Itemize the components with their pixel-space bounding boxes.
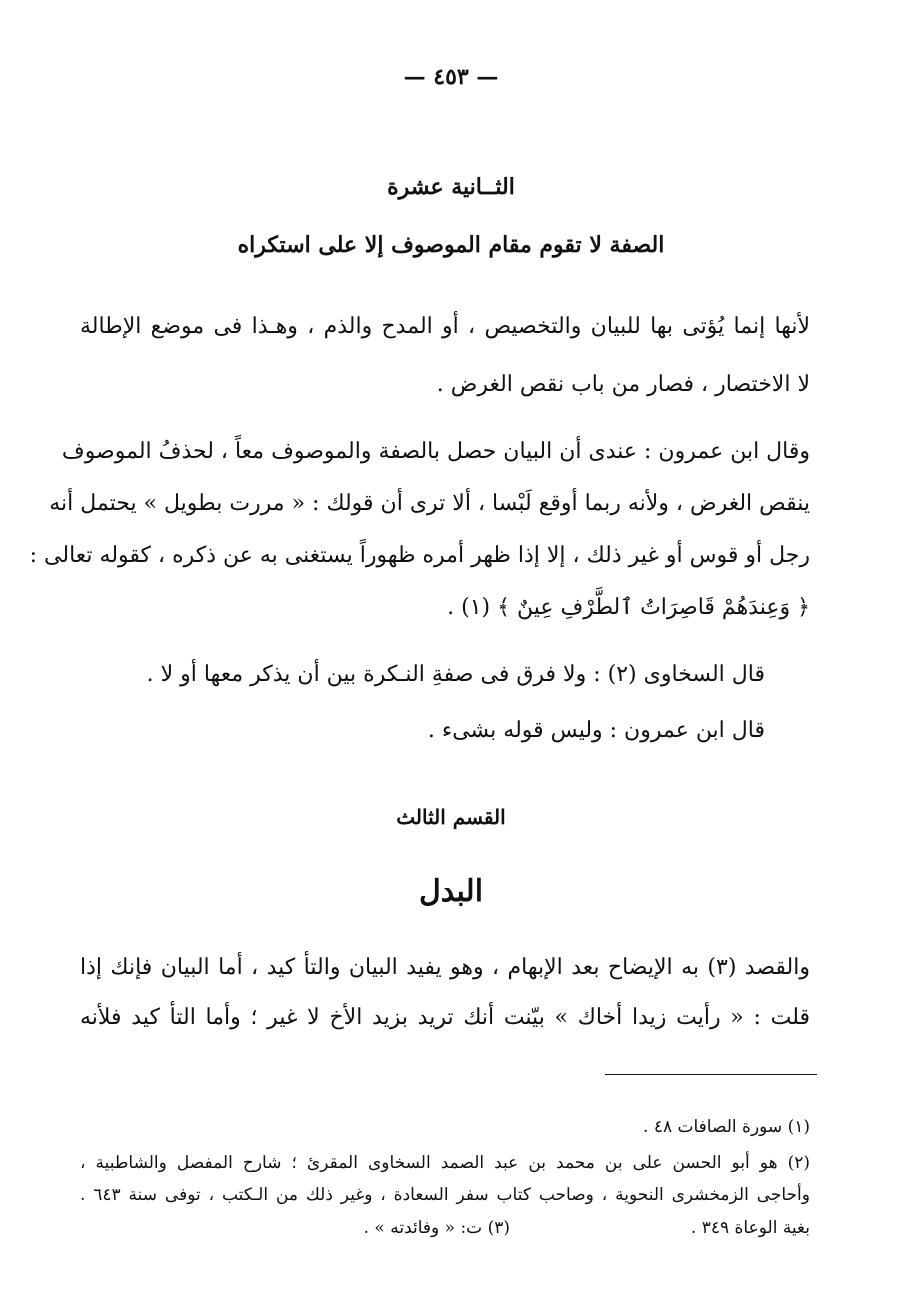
footnote-3: (٣) ت: « وفائدته » .	[363, 1218, 510, 1238]
paragraph-1-line-1: لأنها إنما يُؤتى بها للبيان والتخصيص ، أو المدح والذم ، وهـذا فى موضع الإطالة	[80, 314, 810, 339]
ibn-amrun-quote: قال ابن عمرون : وليس قوله بشىء .	[427, 718, 765, 743]
part-subtitle: البدل	[418, 874, 484, 909]
section-title: الثــانية عشرة	[387, 174, 515, 200]
paragraph-3-line-1: والقصد (٣) به الإيضاح بعد الإبهام ، وهو يفيد البيان والتأ كيد ، أما البيان فإنك إذا	[80, 955, 810, 980]
footnote-last-line	[80, 1216, 810, 1240]
section-subtitle: الصفة لا تقوم مقام الموصوف إلا على استكراه	[237, 232, 665, 258]
page-number: — ٤٥٣ —	[403, 64, 499, 90]
sakhawi-quote: قال السخاوى (٢) : ولا فرق فى صفةِ النـكرة بين أن يذكر معها أو لا .	[146, 662, 765, 687]
footnote-separator	[605, 1074, 817, 1075]
paragraph-2-line-1: وقال ابن عمرون : عندى أن البيان حصل بالصفة والموصوف معاً ، لحذفُ الموصوف	[61, 439, 810, 464]
footnote-1: (١) سورة الصافات ٤٨ .	[643, 1117, 810, 1137]
footnote-2-line-2: وأحاجى الزمخشرى النحوية ، وصاحب كتاب سفر السعادة ، وغير ذلك من الـكتب ، توفى سنة ٦٤٣ .	[80, 1185, 810, 1205]
footnote-2-line-3: بغية الوعاة ٣٤٩ .	[690, 1218, 810, 1238]
paragraph-2-line-3: رجل أو قوس أو غير ذلك ، إلا إذا ظهر أمره ظهوراً يستغنى به عن ذكره ، كقوله تعالى :	[29, 543, 810, 568]
paragraph-3-line-2: قلت : « رأيت زيدا أخاك » بيّنت أنك تريد بزيد الأخ لا غير ؛ وأما التأ كيد فلأنه	[80, 1005, 810, 1030]
part-title: القسم الثالث	[396, 805, 506, 829]
paragraph-2-line-2: ينقص الغرض ، ولأنه ربما أوقع لَبْسا ، ألا ترى أن قولك : « مررت بطويل » يحتمل أنه	[49, 491, 810, 516]
footnote-2-line-1: (٢) هو أبو الحسن على بن محمد بن عبد الصمد السخاوى المقرئ ؛ شارح المفصل والشاطبية ،	[80, 1153, 810, 1173]
paragraph-1-line-2: لا الاختصار ، فصار من باب نقص الغرض .	[436, 372, 810, 397]
quran-verse: ﴿ وَعِندَهُمْ قَاصِرَاتُ ٱلطَّرْفِ عِينٌ ﴾ (١) .	[447, 595, 810, 620]
